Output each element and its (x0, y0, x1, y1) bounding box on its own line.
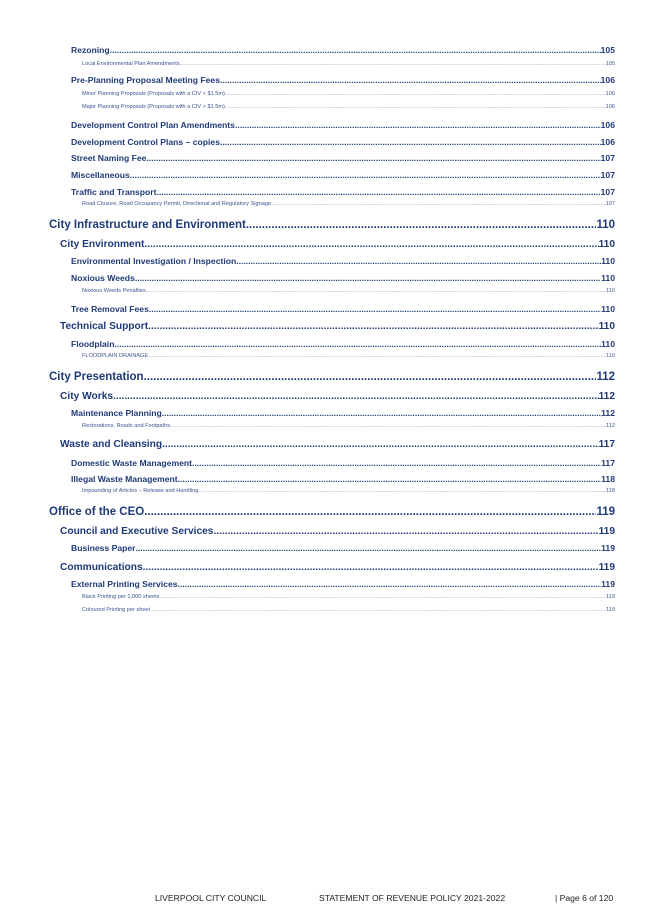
dot-leader (220, 137, 601, 147)
toc-entry-page-number: 112 (606, 423, 615, 429)
dot-leader (156, 187, 600, 197)
toc-entry[interactable] (82, 201, 615, 207)
toc-entry[interactable] (82, 61, 615, 67)
toc-entry-label: Miscellaneous (71, 170, 130, 180)
toc-entry[interactable] (49, 506, 615, 518)
dot-leader (192, 458, 601, 468)
toc-entry-page-number: 110 (596, 219, 615, 231)
toc-entry-page-number: 107 (605, 201, 615, 207)
dot-leader (143, 562, 599, 573)
dot-leader (225, 104, 606, 110)
toc-entry[interactable] (71, 75, 615, 85)
toc-entry[interactable] (60, 562, 615, 573)
toc-entry-label: Noxious Weeds (71, 273, 135, 283)
toc-entry-page-number: 119 (601, 543, 615, 553)
dot-leader (135, 273, 601, 283)
dot-leader (220, 75, 601, 85)
toc-entry[interactable] (71, 458, 615, 468)
dot-leader (225, 91, 606, 97)
toc-entry[interactable] (71, 339, 615, 349)
toc-entry-label: Impounding of Articles – Release and Handling (82, 488, 199, 494)
toc-entry-page-number: 119 (598, 526, 615, 537)
dot-leader (236, 256, 601, 266)
toc-entry-label: Road Closure, Road Occupancy Permit, Directional and Regulatory Signage (82, 201, 272, 207)
toc-entry-page-number: 110 (598, 239, 615, 250)
toc-entry[interactable] (71, 408, 615, 418)
toc-entry[interactable] (82, 104, 615, 110)
toc-entry-label: Waste and Cleansing (60, 439, 163, 450)
dot-leader (159, 594, 606, 600)
dot-leader (148, 321, 598, 332)
toc-entry-label: Office of the CEO (49, 506, 145, 518)
toc-entry[interactable] (71, 120, 615, 130)
dot-leader (144, 506, 596, 518)
toc-entry-label: Traffic and Transport (71, 187, 157, 197)
toc-entry-page-number: 107 (600, 170, 615, 180)
toc-entry[interactable] (71, 304, 615, 314)
toc-entry[interactable] (60, 391, 615, 402)
toc-entry-page-number: 106 (605, 104, 615, 110)
toc-entry-label: Domestic Waste Management (71, 458, 192, 468)
toc-entry[interactable] (49, 219, 615, 231)
dot-leader (246, 219, 597, 231)
dot-leader (180, 61, 606, 67)
toc-entry-label: City Presentation (49, 371, 144, 383)
dot-leader (130, 170, 601, 180)
toc-entry-page-number: 110 (601, 273, 615, 283)
toc-entry[interactable] (60, 321, 615, 332)
toc-entry-page-number: 105 (600, 45, 615, 55)
toc-entry[interactable] (60, 439, 615, 450)
toc-entry-page-number: 107 (600, 187, 615, 197)
toc-entry-page-number: 105 (605, 61, 615, 67)
dot-leader (113, 391, 599, 402)
toc-entry[interactable] (82, 607, 615, 613)
toc-entry-page-number: 117 (598, 439, 615, 450)
dot-leader (178, 579, 602, 589)
toc-entry[interactable] (49, 371, 615, 383)
toc-entry-label: Minor Planning Proposals (Proposals with a CIV < $1.5m) (82, 91, 225, 97)
toc-entry-page-number: 106 (600, 75, 615, 85)
toc-entry[interactable] (71, 187, 615, 197)
toc-entry-label: Pre-Planning Proposal Meeting Fees (71, 75, 220, 85)
toc-entry-page-number: 118 (606, 488, 615, 494)
toc-entry[interactable] (82, 288, 615, 294)
toc-entry-label: Local Environmental Plan Amendments (82, 61, 180, 67)
toc-entry[interactable] (71, 474, 615, 484)
dot-leader (146, 153, 600, 163)
dot-leader (198, 488, 606, 494)
toc-entry-label: Environmental Investigation / Inspection (71, 256, 237, 266)
footer-document-title: STATEMENT OF REVENUE POLICY 2021-2022 (319, 893, 506, 903)
dot-leader (235, 120, 601, 130)
toc-entry-label: Development Control Plans – copies (71, 137, 220, 147)
toc-entry[interactable] (71, 137, 615, 147)
toc-entry-label: Black Printing per 1,000 sheets (82, 594, 160, 600)
toc-entry-label: Rezoning (71, 45, 110, 55)
toc-entry-label: Maintenance Planning (71, 408, 162, 418)
toc-entry-page-number: 119 (596, 506, 615, 518)
toc-entry-page-number: 117 (601, 458, 615, 468)
toc-entry-label: City Works (60, 391, 114, 402)
toc-entry-label: Illegal Waste Management (71, 474, 178, 484)
toc-entry-label: Noxious Weeds Penalties (82, 288, 146, 294)
toc-entry-label: City Environment (60, 239, 145, 250)
dot-leader (150, 607, 606, 613)
toc-entry-label: Council and Executive Services (60, 526, 214, 537)
toc-entry[interactable] (71, 256, 615, 266)
toc-entry[interactable] (71, 273, 615, 283)
footer-page-number: | Page 6 of 120 (555, 893, 614, 903)
toc-entry-page-number: 119 (598, 562, 615, 573)
dot-leader (178, 474, 601, 484)
dot-leader (213, 526, 598, 537)
toc-entry-page-number: 119 (606, 594, 615, 600)
toc-entry[interactable] (71, 45, 615, 55)
toc-entry-page-number: 106 (600, 120, 615, 130)
toc-entry[interactable] (60, 526, 615, 537)
toc-entry-page-number: 110 (601, 304, 615, 314)
dot-leader (170, 423, 606, 429)
toc-entry-page-number: 119 (601, 579, 615, 589)
toc-entry[interactable] (71, 153, 615, 163)
dot-leader (149, 304, 601, 314)
dot-leader (148, 353, 606, 359)
page-footer (0, 893, 653, 907)
dot-leader (144, 239, 598, 250)
toc-entry-page-number: 112 (601, 408, 615, 418)
toc-entry[interactable] (82, 353, 615, 359)
toc-entry-label: Floodplain (71, 339, 115, 349)
toc-entry-label: Street Naming Fee (71, 153, 147, 163)
toc-entry-label: External Printing Services (71, 579, 178, 589)
toc-entry-label: Technical Support (60, 321, 149, 332)
toc-entry[interactable] (82, 594, 615, 600)
dot-leader (135, 543, 601, 553)
toc-entry-label: Coloured Printing per sheet (82, 607, 151, 613)
toc-entry[interactable] (82, 488, 615, 494)
toc-entry-label: Restorations, Roads and Footpaths (82, 423, 170, 429)
toc-entry-label: City Infrastructure and Environment (49, 219, 246, 231)
toc-entry-page-number: 110 (598, 321, 615, 332)
dot-leader (144, 371, 597, 383)
toc-entry[interactable] (71, 543, 615, 553)
toc-entry-label: FLOODPLAIN DRAINAGE (82, 353, 149, 359)
toc-entry-page-number: 112 (598, 391, 615, 402)
toc-entry-page-number: 119 (606, 607, 615, 613)
toc-entry[interactable] (71, 170, 615, 180)
toc-entry[interactable] (82, 423, 615, 429)
dot-leader (162, 439, 598, 450)
toc-entry[interactable] (71, 579, 615, 589)
toc-entry-page-number: 110 (606, 353, 615, 359)
toc-entry-page-number: 106 (605, 91, 615, 97)
toc-entry[interactable] (82, 91, 615, 97)
toc-entry[interactable] (60, 239, 615, 250)
toc-entry-label: Communications (60, 562, 143, 573)
dot-leader (162, 408, 601, 418)
toc-entry-page-number: 118 (601, 474, 615, 484)
footer-organization: LIVERPOOL CITY COUNCIL (155, 893, 267, 903)
toc-entry-page-number: 112 (596, 371, 615, 383)
toc-entry-page-number: 106 (600, 137, 615, 147)
toc-entry-label: Business Paper (71, 543, 136, 553)
dot-leader (146, 288, 606, 294)
toc-entry-label: Development Control Plan Amendments (71, 120, 235, 130)
toc-entry-label: Tree Removal Fees (71, 304, 149, 314)
toc-entry-page-number: 107 (600, 153, 615, 163)
dot-leader (271, 201, 606, 207)
toc-entry-page-number: 110 (601, 339, 615, 349)
dot-leader (114, 339, 601, 349)
toc-entry-page-number: 110 (606, 288, 615, 294)
toc-entry-page-number: 110 (601, 256, 615, 266)
toc-entry-label: Major Planning Proposals (Proposals with a CIV > $1.5m) (82, 104, 225, 110)
dot-leader (110, 45, 601, 55)
